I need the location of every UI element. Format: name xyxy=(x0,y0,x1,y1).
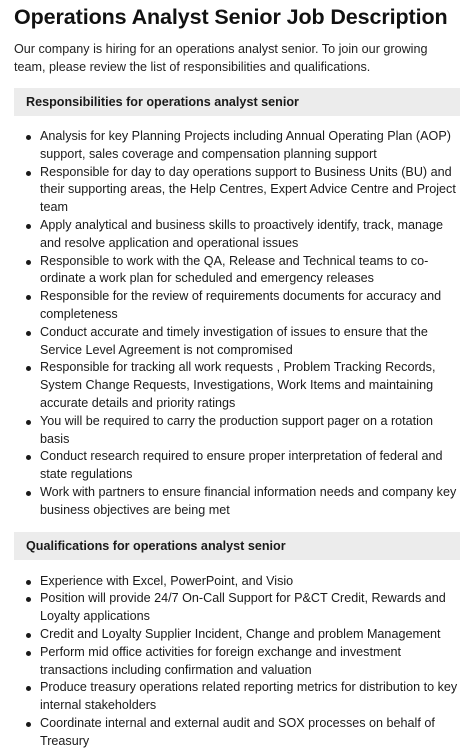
list-item: You will be required to carry the production support pager on a rotation basis xyxy=(14,413,460,449)
list-item: Responsible to work with the QA, Release and Technical teams to co-ordinate a work plan for scheduled and emergency releases xyxy=(14,253,460,289)
list-item: Responsible for tracking all work requests , Problem Tracking Records, System Change Requests, Investigations, Work Items and maintaining accurate details and priority ratings xyxy=(14,359,460,412)
list-item: Coordinate internal and external audit and SOX processes on behalf of Treasury xyxy=(14,715,460,751)
list-item: Apply analytical and business skills to proactively identify, track, manage and resolve application and operational issues xyxy=(14,217,460,253)
list-item: Conduct research required to ensure proper interpretation of federal and state regulations xyxy=(14,448,460,484)
list-item: Experience with Excel, PowerPoint, and Visio xyxy=(14,573,460,591)
list-item: Position will provide 24/7 On-Call Support for P&CT Credit, Rewards and Loyalty applications xyxy=(14,590,460,626)
intro-paragraph: Our company is hiring for an operations analyst senior. To join our growing team, please review the list of responsibilities and qualifications. xyxy=(14,42,428,74)
list-item: Work with partners to ensure financial information needs and company key business objectives are being met xyxy=(14,484,460,520)
page-title: Operations Analyst Senior Job Description xyxy=(14,5,448,29)
list-item: Perform mid office activities for foreign exchange and investment transactions including confirmation and valuation xyxy=(14,644,460,680)
list-item: Conduct accurate and timely investigation of issues to ensure that the Service Level Agreement is not compromised xyxy=(14,324,460,360)
list-item: Credit and Loyalty Supplier Incident, Change and problem Management xyxy=(14,626,460,644)
responsibilities-list xyxy=(14,128,460,520)
list-item: Responsible for day to day operations support to Business Units (BU) and their supporting areas, the Help Centres, Expert Advice Centre and Project team xyxy=(14,164,460,217)
qualifications-header: Qualifications for operations analyst senior xyxy=(14,532,460,560)
list-item: Produce treasury operations related reporting metrics for distribution to key internal stakeholders xyxy=(14,679,460,715)
qualifications-list xyxy=(14,573,460,751)
list-item: Analysis for key Planning Projects including Annual Operating Plan (AOP) support, sales coverage and compensation planning support xyxy=(14,128,460,164)
list-item: Responsible for the review of requirements documents for accuracy and completeness xyxy=(14,288,460,324)
responsibilities-header: Responsibilities for operations analyst senior xyxy=(14,88,460,116)
